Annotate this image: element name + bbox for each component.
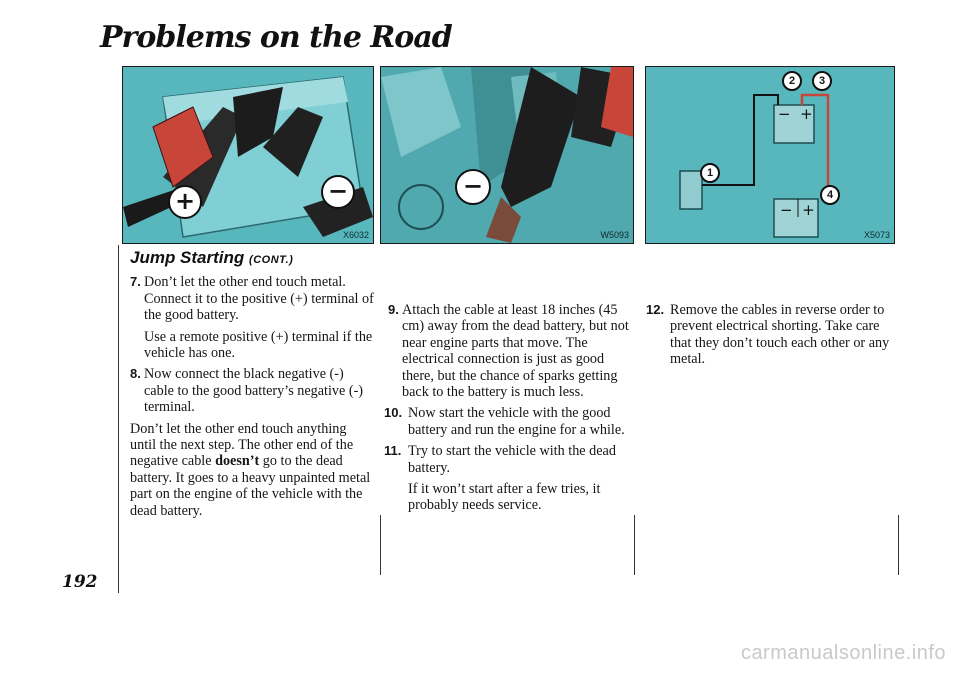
step-8 (130, 366, 375, 415)
column-rule (898, 515, 899, 575)
step-7 (130, 274, 375, 323)
battery-terminal-label: − + (780, 201, 815, 219)
section-cont: (CONT.) (249, 254, 294, 266)
step-number: 10. (384, 405, 403, 421)
step-text: Now connect the black negative (-) cable to the good battery’s negative (-) terminal. (144, 366, 364, 416)
diagram-illustration (646, 67, 894, 243)
step-number: 7. (130, 274, 141, 290)
step-9 (388, 302, 633, 400)
callout-1: 1 (700, 163, 720, 183)
figure-cable-diagram (645, 66, 895, 244)
step-11-note: If it won’t start after a few tries, it probably needs service. (408, 481, 601, 514)
column-1 (130, 250, 375, 519)
battery-terminal-label: − + (778, 105, 813, 123)
step-text: Remove the cables in reverse order to prevent electrical shorting. Take care that they don’t touch each other or any metal. (670, 302, 890, 368)
callout-3: 3 (812, 71, 832, 91)
step-number: 12. (646, 302, 665, 317)
column-2 (384, 302, 633, 519)
step-text: Try to start the vehicle with the dead battery. (408, 443, 616, 476)
section-title: Jump Starting (130, 248, 245, 267)
figure-code: X5073 (863, 230, 890, 240)
step-number: 11. (384, 443, 402, 459)
left-rule (118, 245, 119, 593)
minus-icon: − (328, 177, 349, 205)
polarity-mark (381, 67, 633, 243)
step-8-note: Don’t let the other end touch anything until the next step. The other end of the negative cable doesn’t go to the dead battery. It goes to a heavy unpainted metal part on the engine of the vehicle with the dead battery. (130, 420, 371, 519)
step-10 (384, 405, 633, 438)
figure-code: X6032 (342, 230, 369, 240)
step-text: Don’t let the other end touch metal. Connect it to the positive (+) terminal of the good battery. (144, 274, 374, 324)
step-number: 8. (130, 366, 141, 382)
step-7-note: Use a remote positive (+) terminal if the vehicle has one. (144, 328, 373, 362)
column-rule (634, 515, 635, 575)
figure-clamps-on-battery (122, 66, 374, 244)
polarity-marks (123, 67, 373, 243)
figure-code: W5093 (600, 230, 629, 240)
minus-icon: − (463, 172, 484, 200)
step-text: Now start the vehicle with the good battery and run the engine for a while. (408, 405, 625, 438)
step-11 (384, 443, 633, 476)
page-title: Problems on the Road (100, 20, 452, 55)
plus-icon: + (175, 187, 196, 215)
watermark: carmanualsonline.info (740, 642, 946, 664)
figure-clamp-on-engine (380, 66, 634, 244)
step-text: Attach the cable at least 18 inches (45 cm) away from the dead battery, but not near engine parts that move. The electrical connection is just as good there, but the chance of sparks getting back to the battery is much less. (402, 302, 629, 401)
column-rule (380, 515, 381, 575)
step-12 (646, 302, 890, 368)
step-number: 9. (388, 302, 399, 317)
column-3 (646, 302, 890, 373)
page-number: 192 (62, 572, 98, 592)
callout-2: 2 (782, 71, 802, 91)
section-heading (130, 250, 375, 268)
callout-4: 4 (820, 185, 840, 205)
